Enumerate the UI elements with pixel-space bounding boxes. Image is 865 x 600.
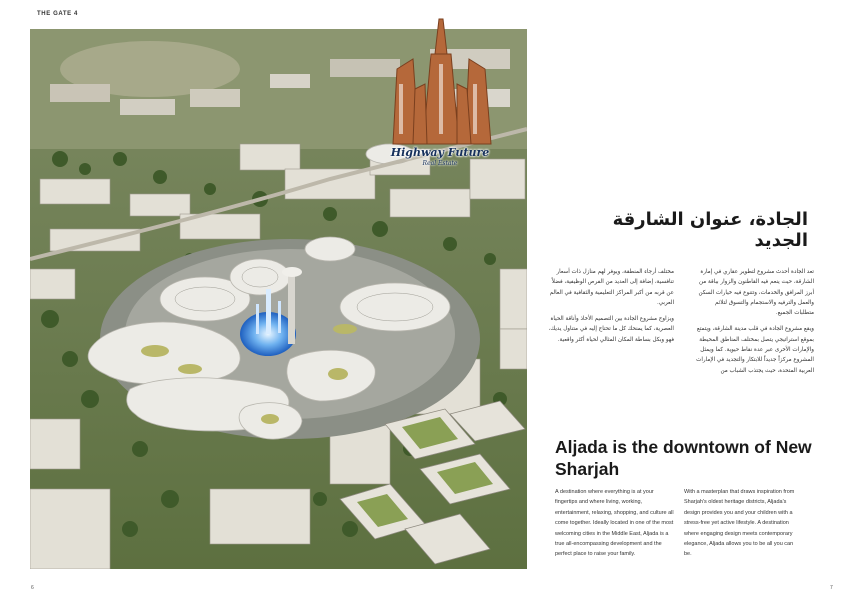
arabic-paragraph: ويزاوج مشروع الجادة بين التصميم الأخاذ وأناقة الحياة العصرية، كما يمنحك كل ما تحتاج إليه في متناول يديك، فهو وبكل بساطة المكان المثالي لحياة أكثر واقعية. — [548, 316, 674, 343]
page-number-right: 7 — [830, 585, 833, 591]
arabic-column-right — [696, 267, 814, 382]
arabic-heading: الجادة، عنوان الشارقة الجديد — [612, 209, 808, 251]
english-heading: Aljada is the downtown of New Sharjah — [555, 437, 812, 479]
running-head: THE GATE 4 — [37, 11, 78, 17]
logo-name: Highway Future — [390, 146, 490, 159]
page-number-left: 6 — [31, 585, 34, 591]
english-column-left: A destination where everything is at your fingertips and where living, working, entertainment, relaxing, shopping, and culture all come together. Ideally located in one of the most welcoming cities in the Middle East, Aljada is a true all-encompassing development and the perfect place to raise your family. — [555, 489, 674, 558]
arabic-paragraph: تعد الجادة أحدث مشروع لتطوير عقاري في إمارة الشارقة، حيث ينعم فيه القاطنون والزوار بباقة من أبرز المرافق والخدمات، وتتنوع فيه خيارات السكن والعمل والترفيه والاستجمام والتسوق لتلائم متطلبات الجميع. — [698, 269, 814, 317]
logo-tagline: Real Estate — [422, 160, 458, 167]
english-column-right: With a masterplan that draws inspiration from Sharjah's oldest heritage districts, Aljada's design provides you and your children with a stress-free yet active lifestyle. A destination where engaging design meets contemporary elegance, Aljada allows you to be all you can be. — [684, 489, 795, 558]
arabic-paragraph: ويقع مشروع الجادة في قلب مدينة الشارقة، ويتمتع بموقع استراتيجي يتصل بمختلف المناطق المحيطة والإمارات الأخرى عبر عدة نقاط حيوية. كما ويمثل المشروع مركزاً جديداً للابتكار والتجديد في الإمارات العربية المتحدة، حيث يجتذب الشباب من — [696, 326, 814, 374]
arabic-paragraph: مختلف أرجاء المنطقة، ويوفر لهم منازل ذات أسعار تنافسية، إضافة إلى العديد من الفرص الوظيفية، فضلاً عن قربه من أكبر المراكز التعليمية والثقافية في العالم العربي. — [549, 269, 674, 306]
arabic-column-left — [546, 267, 674, 351]
